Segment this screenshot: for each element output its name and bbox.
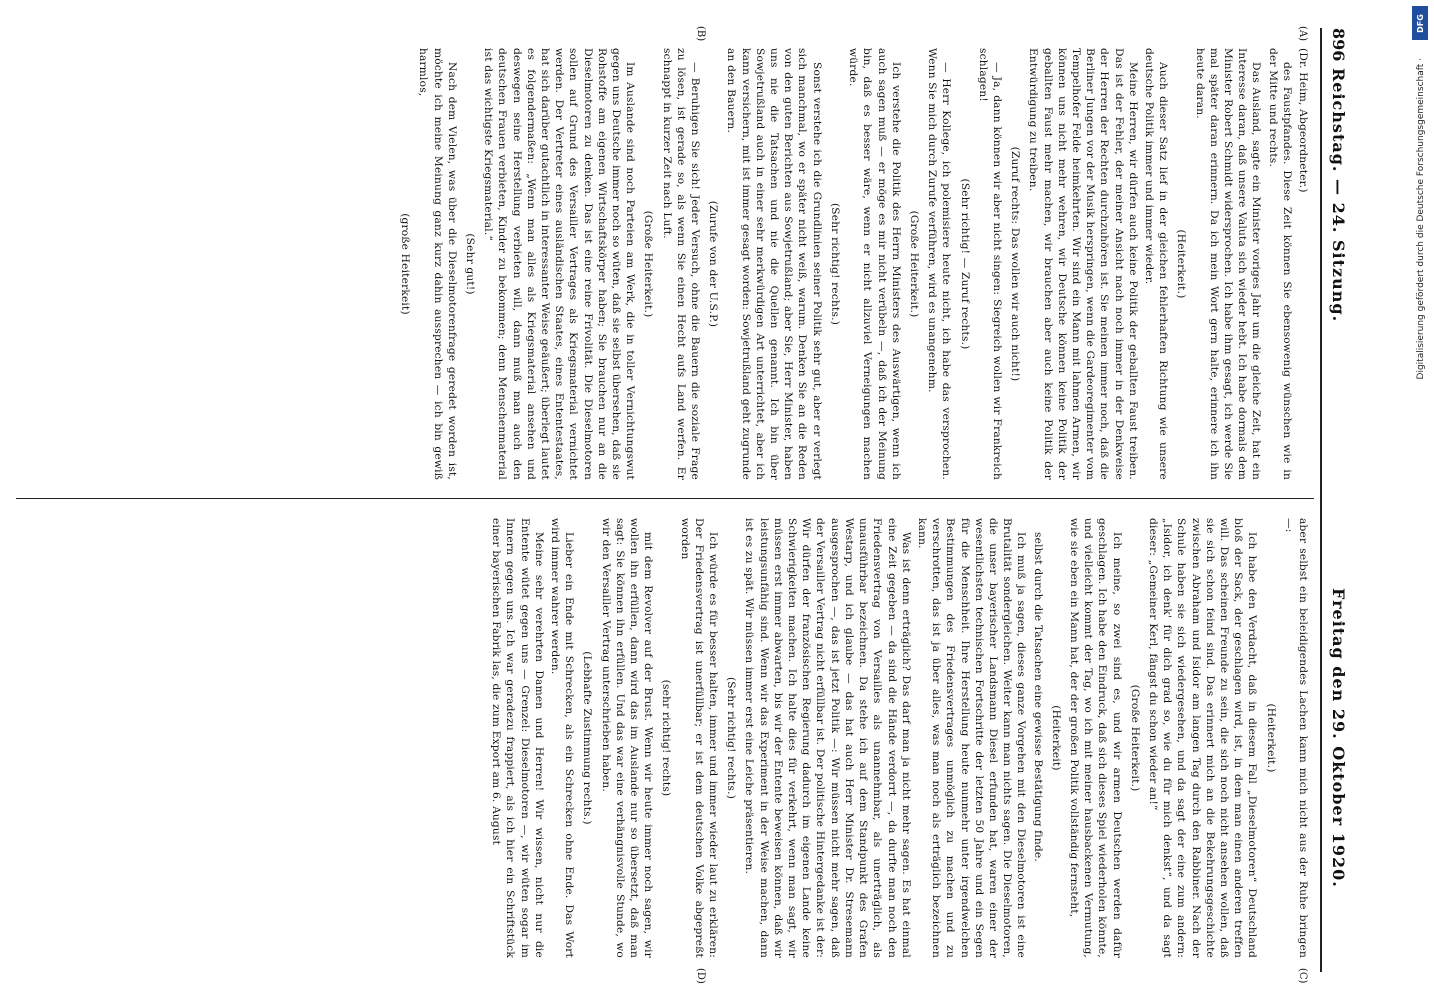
paragraph: Was ist denn erträglich? Das darf man ja nicht mehr sagen. Es hat einmal eine Zeit gegeben — da sind die Hände verdorrt —, da durfte man noch den Friedensvertrag von Versailles als unannehmbar, als unerträglich, als unausführbar bezeichnen. Da stehe ich auf dem Standpunkt des Grafen Westarp, und ich glaube — das hat auch Herr Minister Dr. Stresemann ausgesprochen —, das ist jetzt Politik —: Wir müssen nicht mehr sagen, daß der Versailler Vertrag nicht erfüllbar ist. Der politische Hintergedanke ist der: Wir dürfen der französischen Regierung dadurch im eigenen Lande keine Schwierigkeiten machen. Ich halte dies für verkehrt, wenn man sagt, wir müssen erst immer abwarten, bis wir der Entente beweisen können, daß wir leistungsunfähig sind. Wenn wir das Experiment in der Weise machen, dann ist es zu spät. Wir müssen immer erst eine Leiche präsentieren.	[743, 518, 912, 958]
paragraph: Meine Herren, wir dürfen auch keine Politik der geballten Faust treiben. Das ist der Fehler, der meiner Ansicht nach noch immer in der Denkweise der Herren der Rechten durchzuhören ist. Sie meinen immer noch, daß die Berliner Jungen vor der Musik herspringen, wenn die Gardeoregimenter vom Tempelhofer Felde heimkehrten. Wir sind ein Mann mit lahmen Armen, wir können uns nicht mehr wehren, wir Deutsche können keine Politik der geballten Faust mehr machen, wir brauchen aber auch keine Politik der Entwürdigung zu treiben.	[1027, 48, 1139, 480]
paragraph: (Dr. Heim, Abgeordneter.)	[1297, 48, 1309, 193]
page-header	[1320, 28, 1356, 972]
paragraph: — Beruhigen Sie sich! Jeder Versuch, ohne die Bauern die soziale Frage zu lösen, ist gerade so, als wenn Sie einen Hecht aufs Land werfen. Er schnappt in kurzer Zeit nach Luft.	[660, 48, 702, 480]
paragraph: — Ja, dann können wir aber nicht singen: Siegreich wollen wir Frankreich schlagen!	[976, 48, 1003, 480]
paragraph: Lieber ein Ende mit Schrecken, als ein Schrecken ohne Ende. Das Wort wird immer wahrer werden.	[549, 518, 576, 958]
interjection: (Große Heiterkeit.)	[1128, 684, 1141, 792]
interjection: (sehr richtig! rechts)	[660, 679, 673, 797]
session-date: Freitag den 29. Oktober 1920.	[1329, 588, 1348, 888]
margin-marker-b: (B)	[695, 26, 706, 42]
paragraph: Im Auslande sind noch Parteien am Werk, die in toller Vernichtungswut gegen uns Deutsche immer noch so wüten, daß sie selbst übersehen, daß sie Rohstoffe am eigenen Wirtschaftskörper haben; Sie brauchen nur an die Dieselmotoren zu denken. Das ist eine reine Frivolität. Die Dieselmotoren sollen auf Grund des Versailler Vertrages als Kriegsmaterial vernichtet werden. Der Vertreter eines ausländischen Staates, eines Ententestaates, hat sich darüber gutachtlich in interessanter Weise geäußert; überlegt lautet es folgendermaßen: „Wenn man alles als Kriegsmaterial ansehen und deswegen seine Herstellung verbieten will, dann muß man auch den deutschen Frauen verbieten, Kinder zu bekommen; denn Menschenmaterial ist das wichtigste Kriegsmaterial.“	[482, 48, 637, 480]
paragraph: Das Ausland, sagte ein Minister voriges Jahr um die gleiche Zeit, hat ein Interesse daran, daß unsere Valuta sich wieder hebt. Ich habe dormals dem Minister Robert Schmidt widersprochen. Ich habe ihm gesagt, ich werde Sie mal später daran erinnern. Da ich mein Wort gern halte, erinnere ich ihn heute daran.	[1193, 48, 1263, 480]
paragraph: mit dem Revolver auf der Brust. Wenn wir heute immer noch sagen, wir wollen ihn erfüllen, dann wird das im Auslande nur so übersetzt, daß man sagt: Sie können ihn erfüllen. Und das war eine verhängnisvolle Stunde, wo wir den Versailler Vertrag unterschrieben haben.	[599, 518, 655, 958]
interjection: (Große Heiterkeit.)	[907, 210, 920, 318]
paragraph: selbst durch die Tatsachen eine gewisse Bestätigung finde.	[1031, 532, 1044, 862]
paragraph: Ich verstehe die Politik des Herrn Ministers des Auswärtigen, wenn ich auch sagen muß — er möge es mir nicht verübeln —, daß ich der Meinung bin, daß es besser wäre, wenn er nicht allzuviel Verneigungen machen würde.	[847, 48, 902, 480]
paragraph: des Faustpfandes. Diese Zeit können Sie ebensowenig wünschen wie in der Mitte und rechts.	[1266, 48, 1293, 480]
paragraph: Sonst verstehe ich die Grundlinien seiner Politik sehr gut, aber er verlegt sich manchmal, wo er später nicht weiß, warum. Denken Sie an die Reden von den guten Berichten aus Sowjetrußland; aber Sie, Herr Minister, haben uns nie die Tatsachen und nie die Quellen genannt. Ich bin über Sowjetrußland auch in einer sehr merkwürdigen Art unterrichtet, aber ich kann versichern, mit ist immer gesagt worden: Sowjetrußland geht zugrunde an den Bauern.	[725, 48, 823, 480]
interjection: (Heiterkeit)	[1049, 705, 1062, 771]
interjection: (Sehr gut!)	[464, 233, 477, 295]
paragraph: Ich muß ja sagen, dieses ganze Vorgehen mit den Dieselmotoren ist eine Brutalität sondergleichen. Weiter kann man nichts sagen. Die Dieselmotoren, die unser bayerischer Landsmann Diesel erfunden hat, waren einer der wesentlichsten technischen Fortschritte der letzten 50 Jahre und ein Segen für die Menschheit. Ihre Herstellung heute nunmehr unter irgendwelchen Bestimmungen des Friedensvertrages unmöglich zu machen und zu verschrotten, das ist ja über alles, was man noch als erträglich bezeichnen kann.	[915, 518, 1028, 958]
column-divider	[16, 498, 1314, 499]
interjection: (Zuruf rechts: Das wollen wir auch nicht!)	[1009, 146, 1022, 382]
interjection: (Zurufe von der U.S.P.)	[707, 200, 720, 328]
paragraph: Ich habe den Verdacht, daß in diesem Fall „Dieselmotoren“ Deutschland bloß der Sack, der geschlagen wird, ist, in dem man einen anderen treffen will. Das scheinen Freunde zu sein, die sich noch nicht ansehen wollen, daß sie sich schon feind sind. Das erinnert mich an die Bekehrungsgeschichte zwischen Abraham und Isidor am langen Tag durch den Rabbiner. Nach der Schule haben sie sich wiedergesehen, und da sagt der eine zum andern: „Isidor, ich denk' für dich grad so, wie du für mich denkst“, und da sagt dieser: „Gemeiner Kerl, fängst du schon wieder an!“	[1146, 518, 1259, 958]
dfg-logo	[1412, 6, 1428, 40]
credit-strip	[1410, 0, 1432, 1000]
interjection: (Sehr richtig! rechts.)	[828, 202, 841, 326]
margin-marker-a: (A)	[1297, 26, 1308, 42]
right-column	[18, 518, 1310, 958]
interjection: (Heiterkeit.)	[1264, 703, 1277, 773]
paragraph: Meine sehr verehrten Damen und Herren! Wir wissen, nicht nur die Entente wütet gegen uns — Grenzel: Dieselmotoren —, wir wüten sogar im Innern gegen uns. Ich war geradezu frappiert, als ich hier ein Schriftstück einer bayerischen Fabrik las, die zum Export am 6. August	[490, 518, 545, 958]
header-rule	[1320, 28, 1322, 972]
interjection: (Lebhafte Zustimmung rechts.)	[581, 651, 594, 825]
paragraph: Auch dieser Satz lief in der gleichen fehlerhaften Richtung wie unsere deutsche Politik immer und immer wieder.	[1142, 48, 1170, 480]
dfg-logo-text: DFG	[1415, 13, 1425, 33]
interjection: (Sehr richtig! rechts.)	[725, 676, 738, 800]
interjection: (große Heiterkeit)	[399, 213, 412, 315]
paragraph: Ich meine, so zwei sind es, und wir armen Deutschen werden dafür geschlagen. Ich habe den Eindruck, daß sich dieses Spiel wiederholen könnte, und vielleicht kommt der Tag, wo ich mit meiner hausbackenen Vermutung, wie sie eben ein Mann hat, der der großen Politik vollständig fernsteht,	[1067, 518, 1123, 958]
paragraph: — Herr Kollege, ich polemisiere heute nicht, ich habe das versprochen. Wenn Sie mich durch Zurufe verführen, wird es unangenehm.	[926, 48, 953, 480]
digitization-credit: Digitalisierung gefördert durch die Deutsche Forschungsgemeinschaft ·	[1416, 58, 1426, 380]
paragraph: Ich würde es für besser halten, immer und immer wieder laut zu erklären: Der Friedensvertrag ist unerfüllbar; er ist dem deutschen Volke abgepreßt worden	[678, 518, 720, 958]
interjection: (Heiterkeit.)	[1175, 229, 1188, 299]
page-number: 896	[1329, 28, 1348, 62]
paragraph: aber selbst ein beleidigendes Lachen kann mich nicht aus der Ruhe bringen —:	[1282, 518, 1309, 958]
interjection: (Sehr richtig! — Zuruf rechts.)	[958, 178, 971, 350]
paragraph: Nach dem Vielen, was über die Dieselmotorenfrage geredet worden ist, möchte ich meine Meinung ganz kurz dahin aussprechen — ich bin gewiß harmlos,	[417, 48, 458, 480]
interjection: (Große Heiterkeit.)	[642, 210, 655, 318]
session-title: Reichstag. — 24. Sitzung.	[1329, 68, 1348, 323]
margin-marker-d: (D)	[695, 968, 706, 984]
left-column	[18, 48, 1310, 480]
margin-marker-c: (C)	[1297, 968, 1308, 984]
